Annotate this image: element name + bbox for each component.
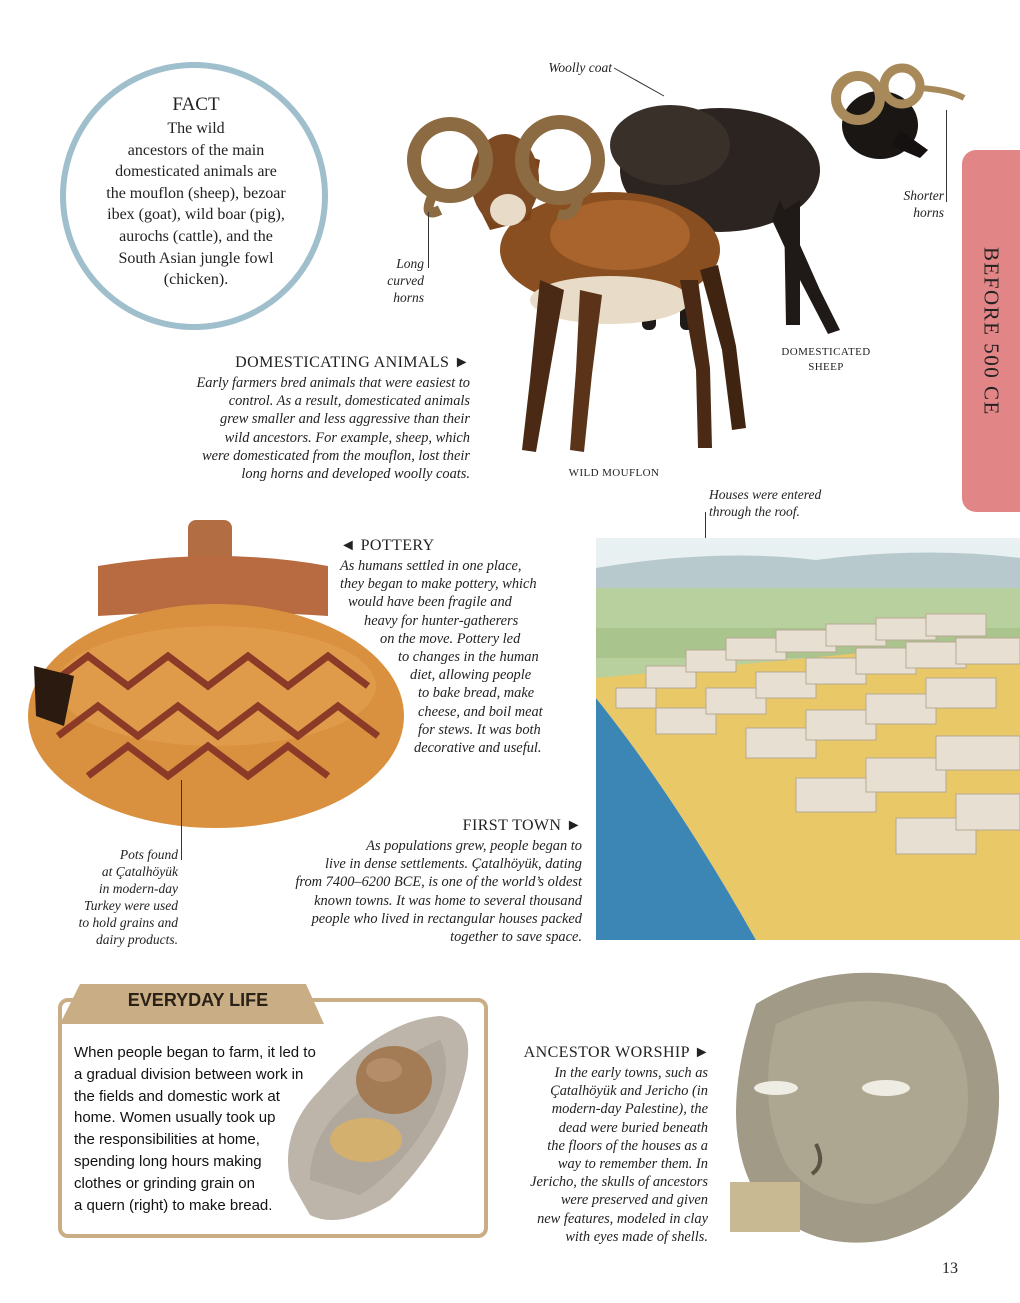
text-line: from 7400–6200 BCE, is one of the world’s oldest [295, 874, 582, 891]
text-line: Çatalhöyük and Jericho (in [550, 1083, 708, 1100]
text-line: Early farmers bred animals that were easiest to [196, 375, 470, 391]
text-line: home. Women usually took up [74, 1109, 276, 1127]
text-line: When people began to farm, it led to [74, 1044, 316, 1061]
text-line: to changes in the human [398, 649, 539, 666]
everyday-life-title: EVERYDAY LIFE [127, 990, 269, 1010]
woolly-coat-leader [612, 66, 668, 100]
text-line: were domesticated from the mouflon, lost their [202, 447, 470, 464]
domesticated-sheep-label [770, 345, 882, 374]
text-line: decorative and useful. [414, 740, 542, 757]
long-curved-horns-label [360, 255, 424, 306]
text-line: way to remember them. In [557, 1156, 708, 1173]
text-line: the fields and domestic work at [74, 1087, 280, 1105]
text-line: with eyes made of shells. [565, 1228, 708, 1245]
caption-line: to hold grains and [78, 915, 178, 930]
first-town-text [262, 837, 582, 946]
caption-line: dairy products. [96, 932, 178, 947]
text-line: new features, modeled in clay [537, 1210, 708, 1227]
domesticated-sheep-line: DOMESTICATED [781, 346, 871, 358]
first-town-heading: FIRST TOWN ► [462, 817, 582, 834]
woolly-coat-label: Woolly coat [548, 60, 612, 75]
caption-line: Pots found [119, 847, 178, 862]
catalhoyuk-town-illustration [596, 538, 1020, 940]
pottery-heading: ◄ POTTERY [340, 537, 435, 554]
long-horns-leader [428, 212, 429, 268]
text-line: clothes or grinding grain on [74, 1174, 255, 1192]
fact-line: The wild [167, 120, 225, 137]
caption-line: at Çatalhöyük [101, 864, 178, 879]
pottery-caption-leader [181, 780, 182, 860]
text-line: Jericho, the skulls of ancestors [530, 1174, 708, 1191]
fact-line: South Asian jungle fowl [118, 249, 274, 267]
text-line: control. As a result, domesticated animals [228, 393, 470, 410]
roof-note [709, 486, 869, 520]
text-line: for stews. It was both [418, 721, 541, 738]
horns-line: horns [393, 290, 424, 305]
side-tab-text: BEFORE 500 CE [979, 246, 1004, 416]
pottery-caption [46, 846, 178, 948]
domesticating-animals-heading: DOMESTICATING ANIMALS ► [235, 354, 470, 371]
text-line: heavy for hunter-gatherers [364, 612, 519, 629]
shorter-horns-leader [946, 110, 947, 202]
ancestor-worship-heading: ANCESTOR WORSHIP ► [523, 1044, 710, 1061]
text-line: the responsibilities at home, [74, 1131, 260, 1149]
chapter-side-tab-label [962, 150, 1020, 512]
fact-title: FACT [172, 94, 220, 115]
text-line: As populations grew, people began to [366, 838, 582, 854]
text-line: spending long hours making [74, 1152, 262, 1170]
shorter-horns-line: horns [913, 205, 944, 220]
caption-line: Turkey were used [84, 898, 178, 913]
domesticating-animals-text [150, 374, 470, 483]
text-line: dead were buried beneath [558, 1119, 708, 1136]
shorter-horns-label [880, 187, 944, 221]
text-line: were preserved and given [560, 1192, 708, 1209]
fact-line: ibex (goat), wild boar (pig), [107, 206, 285, 224]
fact-line: ancestors of the main [127, 141, 265, 159]
text-line: diet, allowing people [410, 667, 532, 684]
text-line: known towns. It was home to several thousand [314, 892, 582, 909]
pottery-text [340, 557, 570, 757]
wild-mouflon-label: WILD MOUFLON [568, 467, 660, 479]
shorter-horns-line: Shorter [903, 188, 944, 203]
text-line: In the early towns, such as [554, 1065, 708, 1081]
fact-line: aurochs (cattle), and the [119, 227, 273, 245]
text-line: on the move. Pottery led [380, 630, 521, 647]
text-line: to bake bread, make [418, 685, 535, 702]
text-line: the floors of the houses as a [547, 1137, 708, 1154]
fact-line: the mouflon (sheep), bezoar [106, 184, 286, 202]
text-line: modern-day Palestine), the [551, 1101, 708, 1118]
text-line: would have been fragile and [348, 594, 512, 611]
text-line: long horns and developed woolly coats. [241, 466, 470, 483]
domesticated-sheep-line: SHEEP [808, 360, 844, 373]
horns-line: Long [396, 256, 424, 271]
fact-body [80, 118, 312, 291]
ancestor-worship-text [470, 1064, 708, 1246]
horns-line: curved [387, 273, 424, 288]
text-line: together to save space. [450, 929, 582, 946]
text-line: wild ancestors. For example, sheep, which [224, 429, 470, 446]
text-line: cheese, and boil meat [418, 703, 543, 720]
text-line: live in dense settlements. Çatalhöyük, dating [325, 856, 582, 873]
text-line: grew smaller and less aggressive than their [220, 411, 470, 428]
page-number: 13 [942, 1260, 958, 1277]
caption-line: in modern-day [98, 881, 178, 896]
jericho-skull-image [716, 964, 1012, 1248]
fact-line: domesticated animals are [115, 163, 277, 181]
roof-note-line: Houses were entered [709, 487, 822, 502]
text-line: a gradual division between work in [74, 1065, 304, 1083]
quern-stone-image [280, 1010, 476, 1230]
fact-line: (chicken). [163, 271, 229, 289]
text-line: they began to make pottery, which [340, 576, 537, 593]
text-line: As humans settled in one place, [340, 558, 522, 574]
roof-note-line: through the roof. [709, 504, 800, 519]
text-line: people who lived in rectangular houses packed [311, 910, 582, 927]
text-line: a quern (right) to make bread. [74, 1196, 273, 1214]
